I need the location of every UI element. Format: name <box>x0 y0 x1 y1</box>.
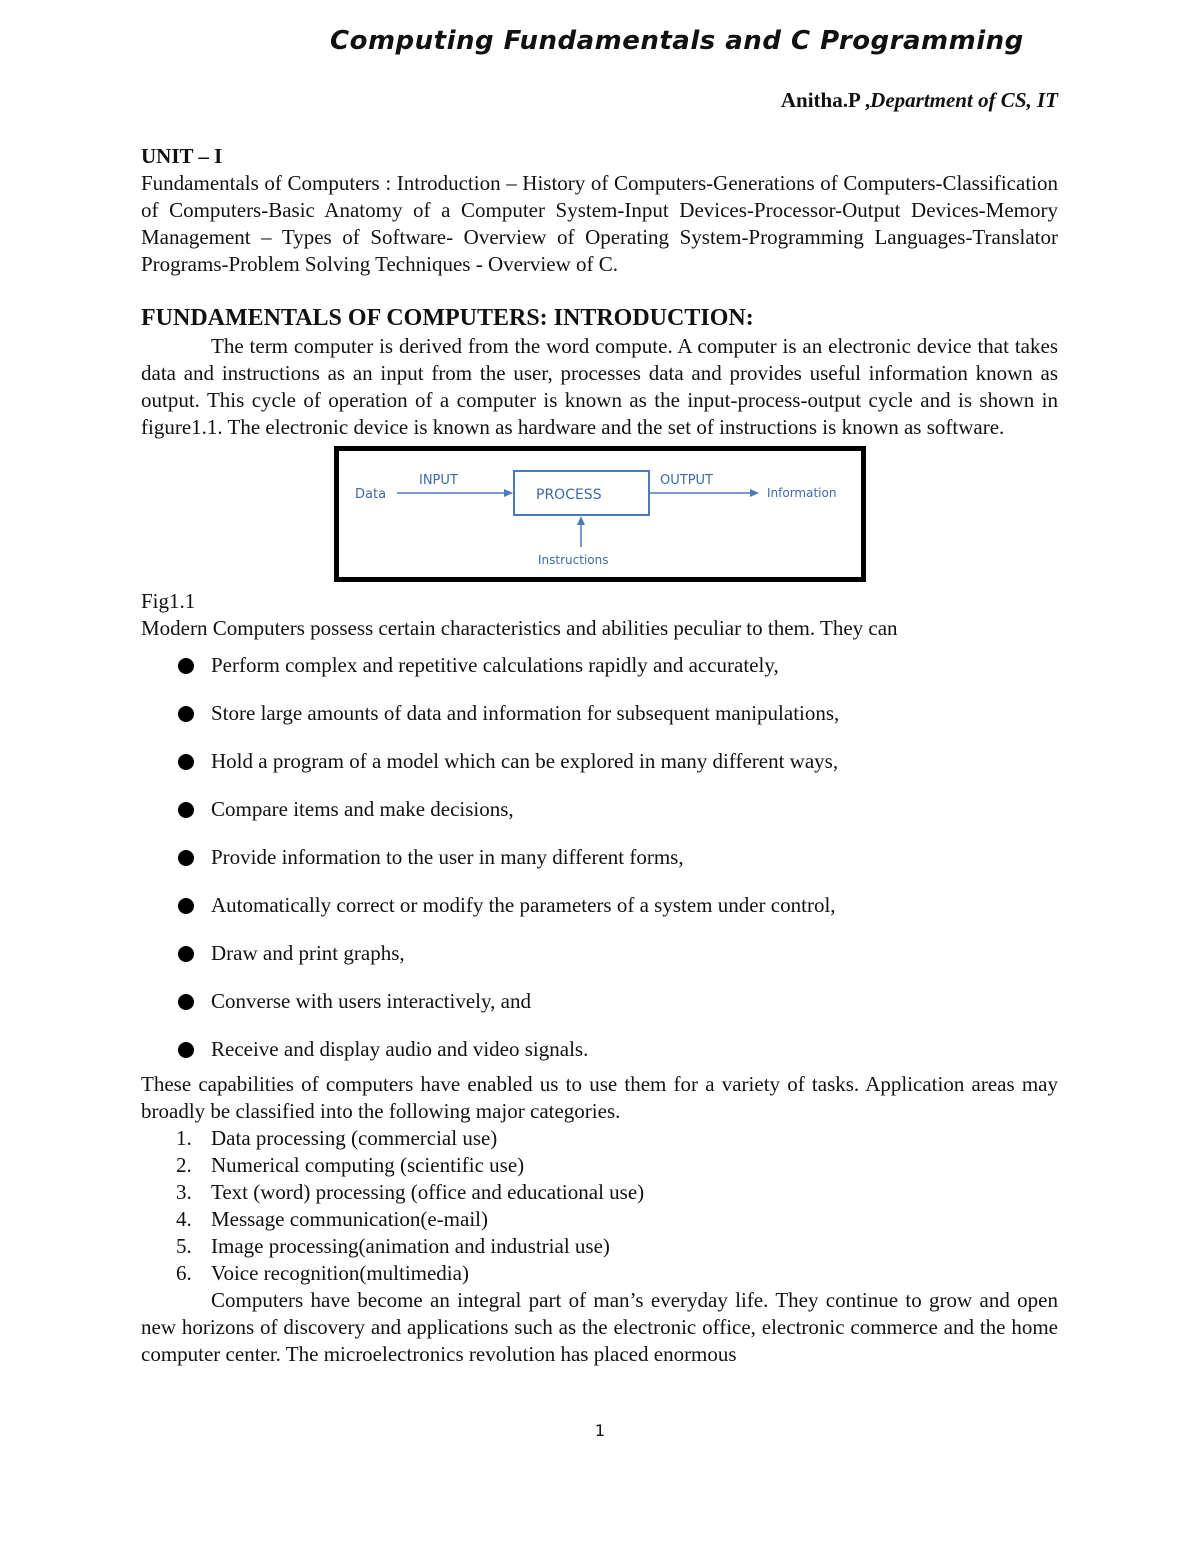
list-item-text: Automatically correct or modify the parameters of a system under control, <box>211 893 836 917</box>
figure-input-label: INPUT <box>419 473 458 488</box>
page-number: 1 <box>594 1421 606 1440</box>
list-item-text: Data processing (commercial use) <box>211 1126 498 1150</box>
list-item <box>141 1036 1058 1071</box>
bullet-icon <box>178 658 194 674</box>
list-item <box>141 988 1058 1036</box>
applications-intro: These capabilities of computers have enabled us to use them for a variety of tasks. Application areas may broadly be classified into the following major categories. <box>141 1072 1058 1123</box>
list-item-text: Message communication(e-mail) <box>211 1207 488 1231</box>
list-item <box>141 1179 1058 1206</box>
list-item <box>141 1152 1058 1179</box>
closing-paragraph: Computers have become an integral part of man’s everyday life. They continue to grow and open new horizons of discovery and applications such as the electronic office, electronic commerce and the home computer center. The microelectronics revolution has placed enormous <box>141 1288 1058 1366</box>
list-item-text: Converse with users interactively, and <box>211 989 531 1013</box>
list-item <box>141 1260 1058 1287</box>
bullet-icon <box>178 898 194 914</box>
figure-process-label: PROCESS <box>536 487 602 503</box>
bullet-icon <box>178 994 194 1010</box>
list-item-text: Draw and print graphs, <box>211 941 405 965</box>
list-item-text: Receive and display audio and video signals. <box>211 1037 589 1061</box>
bullet-icon <box>178 1042 194 1058</box>
list-item <box>141 796 1058 844</box>
bullet-icon <box>178 802 194 818</box>
input-arrowhead <box>504 489 513 497</box>
figure-output-label: OUTPUT <box>660 473 713 488</box>
list-item-text: Image processing(animation and industrial use) <box>211 1234 610 1258</box>
author-line <box>781 88 1058 113</box>
list-item-text: Perform complex and repetitive calculations rapidly and accurately, <box>211 653 779 677</box>
list-item <box>141 1233 1058 1260</box>
author-department: Department of CS, IT <box>870 88 1058 112</box>
list-item <box>141 700 1058 748</box>
list-item-text: Store large amounts of data and information for subsequent manipulations, <box>211 701 840 725</box>
list-item-text: Numerical computing (scientific use) <box>211 1153 525 1177</box>
list-number: 1. <box>176 1126 192 1150</box>
list-item-text: Hold a program of a model which can be explored in many different ways, <box>211 749 839 773</box>
characteristics-intro: Modern Computers possess certain characteristics and abilities peculiar to them. They can <box>141 616 898 640</box>
unit-label: UNIT – I <box>141 144 223 168</box>
list-item <box>141 652 1058 700</box>
page-title: Computing Fundamentals and C Programming <box>330 26 1024 56</box>
unit-syllabus: Fundamentals of Computers : Introduction – History of Computers-Generations of Computers-Classification of Computers-Basic Anatomy of a Computer System-Input Devices-Processor-Output Devices-Memory Management – Types of Software- Overview of Operating System-Programming Languages-Translator Programs-Problem Solving Techniques - Overview of C. <box>141 171 1058 276</box>
intro-paragraph: The term computer is derived from the word compute. A computer is an electronic device that takes data and instructions as an input from the user, processes data and provides useful information known as output. This cycle of operation of a computer is known as the input-process-output cycle and is shown in figure1.1. The electronic device is known as hardware and the set of instructions is known as software. <box>141 334 1058 439</box>
section-heading: FUNDAMENTALS OF COMPUTERS: INTRODUCTION: <box>141 305 754 331</box>
figure-information-label: Information <box>767 486 837 500</box>
list-item-text: Provide information to the user in many different forms, <box>211 845 684 869</box>
figure-caption: Fig1.1 <box>141 589 196 613</box>
document-body <box>141 140 1058 1368</box>
bullet-icon <box>178 706 194 722</box>
bullet-icon <box>178 946 194 962</box>
output-arrowhead <box>750 489 759 497</box>
list-number: 5. <box>176 1234 192 1258</box>
author-name: Anitha.P , <box>780 88 871 112</box>
list-item <box>141 1206 1058 1233</box>
ipo-diagram <box>339 451 861 577</box>
list-number: 3. <box>176 1180 192 1204</box>
characteristics-list <box>141 652 1058 1071</box>
instructions-arrowhead <box>577 516 585 525</box>
list-number: 6. <box>176 1261 192 1285</box>
list-item <box>141 892 1058 940</box>
figure-instructions-label: Instructions <box>538 553 609 567</box>
list-item <box>141 748 1058 796</box>
bullet-icon <box>178 850 194 866</box>
list-number: 2. <box>176 1153 192 1177</box>
list-item-text: Text (word) processing (office and educational use) <box>211 1180 645 1204</box>
list-number: 4. <box>176 1207 192 1231</box>
figure-data-label: Data <box>355 487 387 502</box>
list-item-text: Voice recognition(multimedia) <box>211 1261 469 1285</box>
ipo-figure <box>334 446 866 582</box>
applications-list <box>141 1125 1058 1287</box>
list-item <box>141 940 1058 988</box>
list-item <box>141 1125 1058 1152</box>
list-item-text: Compare items and make decisions, <box>211 797 514 821</box>
list-item <box>141 844 1058 892</box>
bullet-icon <box>178 754 194 770</box>
